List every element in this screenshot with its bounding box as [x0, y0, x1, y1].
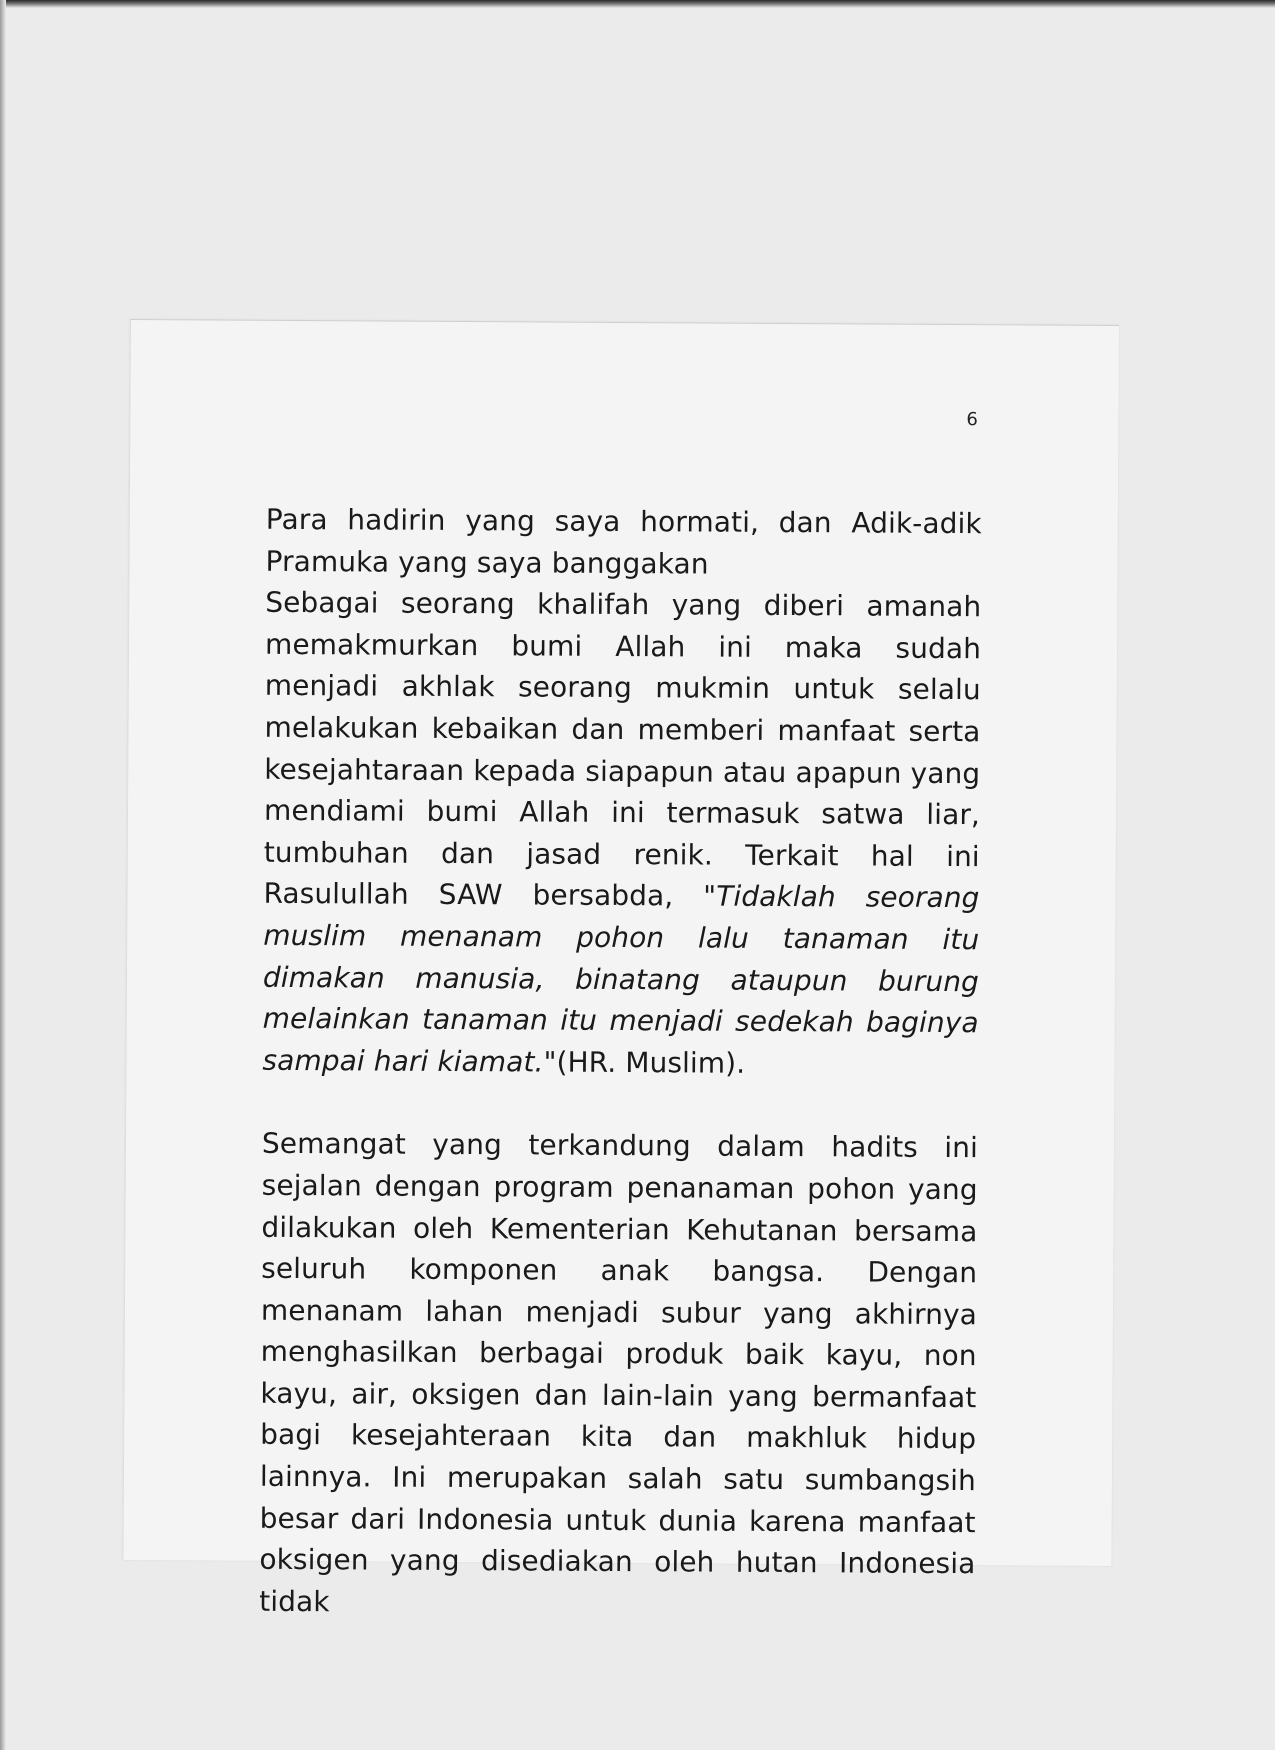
paragraph-1	[262, 582, 981, 1085]
paragraph-1-intro: Sebagai seorang khalifah yang diberi amanah memakmurkan bumi Allah ini maka sudah menjadi akhlak seorang mukmin untuk selalu melakukan kebaikan dan memberi manfaat serta kesejahtaraan kepada siapapun atau apapun yang mendiami bumi Allah ini termasuk satwa liar, tumbuhan dan jasad renik. Terkait hal ini Rasulullah SAW bersabda,	[263, 585, 982, 913]
hadith-quote: "Tidaklah seorang muslim menanam pohon lalu tanaman itu dimakan manusia, binatang ataupun burung melainkan tanaman itu menjadi sedekah baginya sampai hari kiamat."	[262, 879, 980, 1079]
page-number: 6	[966, 409, 978, 431]
scan-edge-left	[0, 0, 6, 1750]
greeting-line: Para hadirin yang saya hormati, dan Adik-adik Pramuka yang saya banggakan	[265, 502, 982, 581]
scan-edge-top	[0, 0, 1275, 8]
body-text	[259, 499, 982, 1627]
document-page	[122, 319, 1119, 1619]
paragraph-2: Semangat yang terkandung dalam hadits ini sejalan dengan program penanaman pohon yang dilakukan oleh Kementerian Kehutanan bersama seluruh komponen anak bangsa. Dengan menanam lahan menjadi subur yang akhirnya menghasilkan berbagai produk baik kayu, non kayu, air, oksigen dan lain-lain yang bermanfaat bagi kesejahteraan kita dan makhluk hidup lainnya. Ini merupakan salah satu sumbangsih besar dari Indonesia untuk dunia karena manfaat oksigen yang disediakan oleh hutan Indonesia tidak	[259, 1127, 979, 1619]
hadith-source: (HR. Muslim).	[556, 1045, 746, 1080]
